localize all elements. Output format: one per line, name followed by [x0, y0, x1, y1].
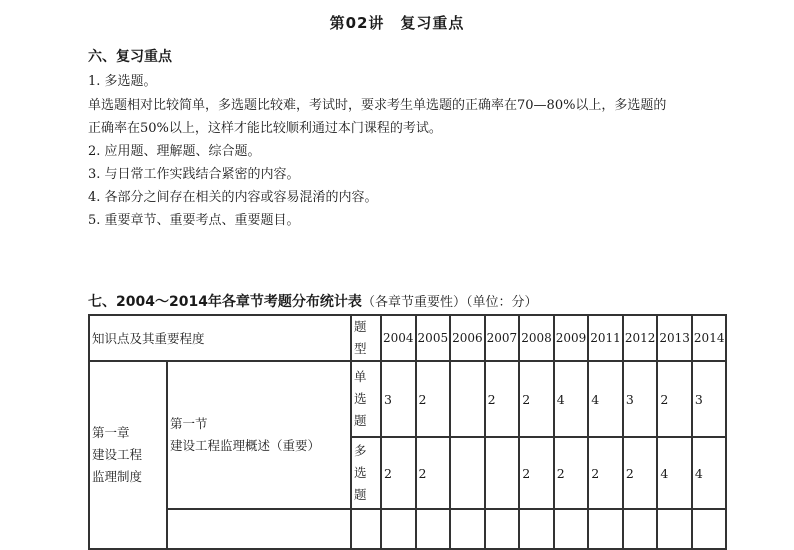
score-cell: 4	[588, 361, 623, 437]
empty-cell	[692, 509, 727, 549]
item-5: 5. 重要章节、重要考点、重要题目。	[88, 213, 300, 228]
page-title: 第02讲 复习重点	[329, 14, 465, 32]
section-cell	[167, 361, 351, 509]
empty-cell	[351, 509, 381, 549]
table-header-row	[89, 315, 726, 361]
table-row	[89, 361, 726, 437]
score-cell: 2	[416, 437, 451, 509]
type-char: 多	[354, 443, 367, 458]
score-cell: 3	[692, 361, 727, 437]
score-cell: 2	[657, 361, 692, 437]
chapter-line: 建设工程	[92, 447, 143, 462]
header-year: 2014	[692, 315, 727, 361]
chapter-line: 第一章	[92, 425, 130, 440]
empty-cell	[450, 509, 485, 549]
score-cell: 2	[416, 361, 451, 437]
table-row	[89, 509, 726, 549]
score-cell: 4	[554, 361, 589, 437]
header-year: 2012	[623, 315, 658, 361]
empty-cell	[485, 509, 520, 549]
header-year: 2007	[485, 315, 520, 361]
empty-cell	[381, 509, 416, 549]
score-cell: 4	[692, 437, 727, 509]
score-cell: 2	[519, 437, 554, 509]
section-7-heading	[88, 291, 537, 311]
item-2: 2. 应用题、理解题、综合题。	[88, 144, 261, 159]
item-1-desc-line2: 正确率在50%以上，这样才能比较顺利通过本门课程的考试。	[88, 121, 442, 136]
header-year: 2005	[416, 315, 451, 361]
score-cell: 2	[623, 437, 658, 509]
score-cell: 2	[519, 361, 554, 437]
section-7-title: 七、2004～2014年各章节考题分布统计表	[88, 294, 362, 310]
type-char: 选	[354, 391, 367, 406]
header-year: 2013	[657, 315, 692, 361]
score-cell: 2	[381, 437, 416, 509]
score-cell	[485, 437, 520, 509]
type-char: 单	[354, 369, 367, 384]
empty-cell	[554, 509, 589, 549]
header-type-char: 型	[354, 341, 367, 356]
section-6-heading: 六、复习重点	[88, 49, 172, 65]
type-char: 题	[354, 487, 367, 502]
score-cell: 4	[657, 437, 692, 509]
header-type-char: 题	[354, 319, 367, 334]
header-year: 2008	[519, 315, 554, 361]
score-cell: 3	[623, 361, 658, 437]
type-multiple-choice	[351, 437, 381, 509]
item-1-desc-line1: 单选题相对比较简单，多选题比较难，考试时，要求考生单选题的正确率在70—80%以上，多选题的	[88, 98, 667, 113]
distribution-table	[88, 314, 727, 550]
section-line: 第一节	[170, 416, 208, 431]
empty-cell	[167, 509, 351, 549]
empty-cell	[588, 509, 623, 549]
section-7-subtitle: （各章节重要性）（单位：分）	[361, 295, 538, 310]
item-4: 4. 各部分之间存在相关的内容或容易混淆的内容。	[88, 190, 378, 205]
item-1: 1. 多选题。	[88, 74, 157, 89]
empty-cell	[657, 509, 692, 549]
score-cell: 2	[588, 437, 623, 509]
chapter-line: 监理制度	[92, 469, 143, 484]
section-line: 建设工程监理概述（重要）	[170, 438, 321, 453]
empty-cell	[416, 509, 451, 549]
header-type	[351, 315, 381, 361]
header-year: 2009	[554, 315, 589, 361]
empty-cell	[519, 509, 554, 549]
item-3: 3. 与日常工作实践结合紧密的内容。	[88, 167, 300, 182]
score-cell	[450, 437, 485, 509]
type-single-choice	[351, 361, 381, 437]
type-char: 选	[354, 465, 367, 480]
header-year: 2011	[588, 315, 623, 361]
header-year: 2004	[381, 315, 416, 361]
header-knowledge: 知识点及其重要程度	[89, 315, 351, 361]
empty-cell	[623, 509, 658, 549]
score-cell: 2	[554, 437, 589, 509]
score-cell: 3	[381, 361, 416, 437]
header-year: 2006	[450, 315, 485, 361]
score-cell	[450, 361, 485, 437]
score-cell: 2	[485, 361, 520, 437]
type-char: 题	[354, 413, 367, 428]
chapter-cell	[89, 361, 167, 549]
